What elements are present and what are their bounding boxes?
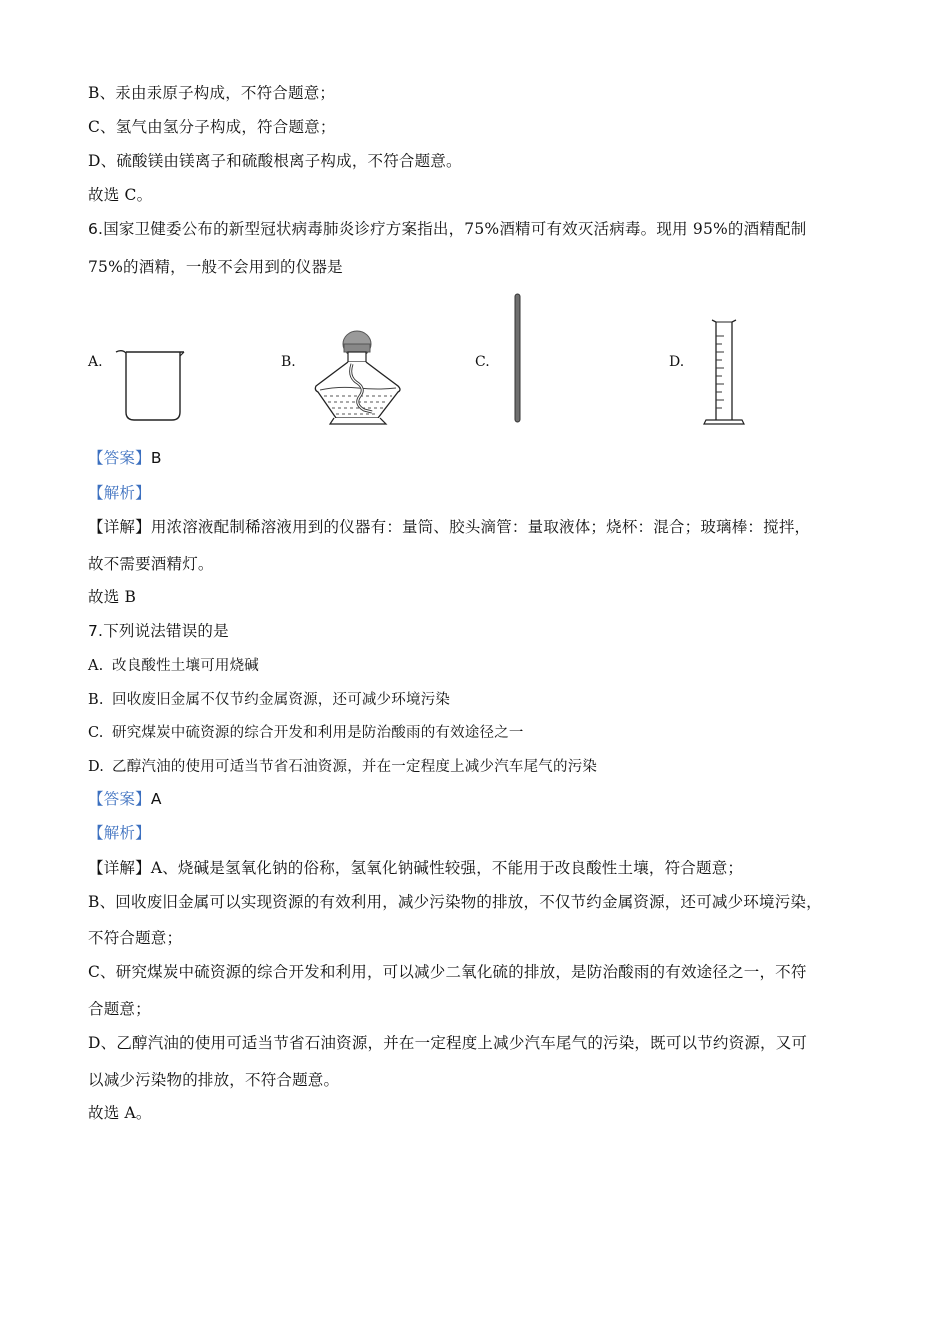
q7-conclusion: 故选 A。 — [88, 1104, 152, 1122]
q7-option-c-text: 研究煤炭中硫资源的综合开发和利用是防治酸雨的有效途径之一 — [112, 725, 524, 741]
q6-option-c-label: C. — [475, 354, 490, 370]
q6-stem-line-1 — [88, 217, 806, 239]
q7-option-c-label: C. — [88, 725, 104, 741]
q7-detail-line-d2: 以减少污染物的排放，不符合题意。 — [88, 1071, 340, 1089]
q7-detail-line-b1: B、回收废旧金属可以实现资源的有效利用，减少污染物的排放，不仅节约金属资源，还可减少环境污染， — [88, 893, 822, 911]
q7-stem-text: 下列说法错误的是 — [103, 622, 229, 640]
q7-answer-value: A — [150, 790, 162, 808]
q6-detail-text-1: 用浓溶液配制稀溶液用到的仪器有：量筒、胶头滴管：量取液体；烧杯：混合；玻璃棒：搅拌， — [150, 518, 811, 536]
q6-stem-line-2: 75%的酒精，一般不会用到的仪器是 — [88, 258, 343, 276]
q6-answer-tag: 【答案】 — [88, 449, 151, 467]
q5-conclusion: 故选 C。 — [88, 186, 153, 204]
q6-answer-value: B — [150, 449, 162, 467]
q5-option-d-explanation: D、硫酸镁由镁离子和硫酸根离子构成，不符合题意。 — [88, 152, 462, 170]
q6-conclusion: 故选 B — [88, 588, 137, 606]
q7-detail-tag: 【详解】 — [88, 859, 151, 877]
q7-option-d-label: D. — [88, 759, 105, 775]
q7-detail-line-c2: 合题意； — [88, 1000, 151, 1018]
q6-option-a-label: A. — [88, 354, 103, 370]
q7-option-d — [88, 755, 597, 776]
q6-number: 6. — [88, 220, 104, 238]
q7-option-d-text: 乙醇汽油的使用可适当节省石油资源，并在一定程度上减少汽车尾气的污染 — [112, 759, 598, 775]
q7-detail-text-a: A、烧碱是氢氧化钠的俗称，氢氧化钠碱性较强，不能用于改良酸性土壤，符合题意； — [150, 859, 744, 877]
q6-option-d-label: D. — [669, 354, 685, 370]
q7-option-a-text: 改良酸性土壤可用烧碱 — [112, 658, 259, 674]
q6-detail-line-1 — [88, 515, 810, 537]
q6-option-b-label: B. — [281, 354, 296, 370]
q7-detail-line-d1: D、乙醇汽油的使用可适当节省石油资源，并在一定程度上减少汽车尾气的污染，既可以节约资源，又可 — [88, 1034, 808, 1052]
q6-answer — [88, 446, 162, 468]
q7-analysis-tag: 【解析】 — [88, 824, 151, 842]
q7-option-b-text: 回收废旧金属不仅节约金属资源，还可减少环境污染 — [112, 692, 451, 708]
q6-stem-text-1: 国家卫健委公布的新型冠状病毒肺炎诊疗方案指出，75%酒精可有效灭活病毒。现用 95%的酒精配制 — [103, 220, 807, 238]
q7-option-b — [88, 688, 450, 709]
q6-detail-tag: 【详解】 — [88, 518, 151, 536]
q5-option-c-explanation: C、氢气由氢分子构成，符合题意； — [88, 118, 336, 136]
graduated-cylinder-icon — [700, 316, 750, 428]
q7-number: 7. — [88, 622, 104, 640]
q7-detail-line-a — [88, 856, 743, 878]
q7-answer — [88, 787, 162, 809]
q7-stem — [88, 619, 229, 641]
alcohol-lamp-icon — [308, 330, 412, 426]
beaker-icon — [112, 346, 188, 426]
q5-option-b-explanation: B、汞由汞原子构成，不符合题意； — [88, 84, 336, 102]
q7-answer-tag: 【答案】 — [88, 790, 151, 808]
q7-option-a — [88, 654, 259, 675]
q7-option-c — [88, 721, 524, 742]
q7-option-b-label: B. — [88, 692, 104, 708]
q7-detail-line-b2: 不符合题意； — [88, 929, 183, 947]
q6-analysis-tag: 【解析】 — [88, 484, 151, 502]
q7-option-a-label: A. — [88, 658, 104, 674]
q6-detail-line-2: 故不需要酒精灯。 — [88, 555, 214, 573]
glass-rod-icon — [512, 292, 524, 424]
q7-detail-line-c1: C、研究煤炭中硫资源的综合开发和利用，可以减少二氧化硫的排放，是防治酸雨的有效途径之一，不符 — [88, 963, 807, 981]
